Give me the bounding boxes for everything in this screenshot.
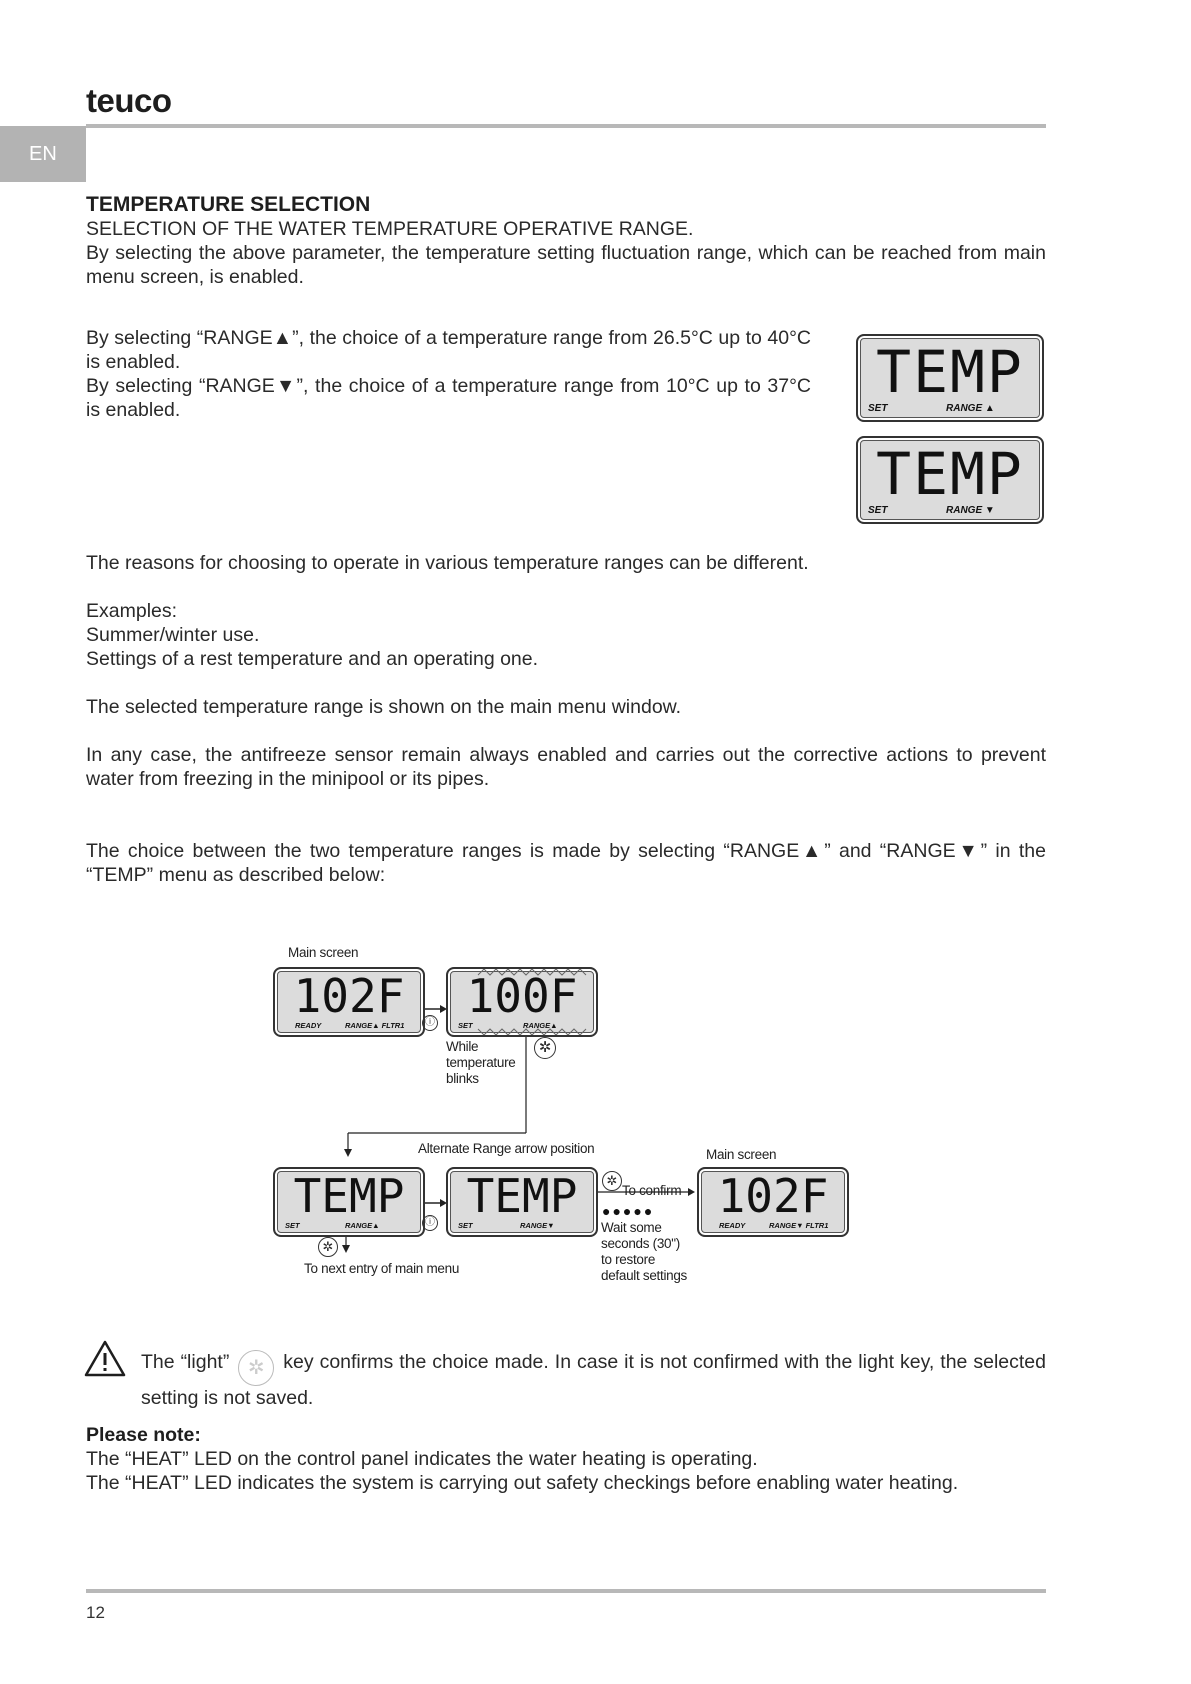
display-set-label: SET: [458, 1021, 473, 1030]
display-main-text: 102F: [717, 1169, 829, 1223]
range-up-text: By selecting “RANGE▲”, the choice of a temperature range from 26.5°C up to 40°C is enabled.: [86, 327, 811, 373]
temperature-key-icon: ⓘ: [422, 1215, 438, 1231]
antifreeze-text: In any case, the antifreeze sensor remain always enabled and carries out the corrective actions to prevent water from freezing in the minipool or its pipes.: [86, 744, 1046, 790]
brand-logo: teuco: [86, 82, 172, 119]
display-main-text: TEMP: [876, 338, 1024, 406]
section-title: TEMPERATURE SELECTION: [86, 193, 371, 216]
reasons-text: The reasons for choosing to operate in various temperature ranges can be different.: [86, 552, 809, 574]
display-range-label: RANGE▲: [345, 1221, 380, 1230]
display-range-label: RANGE▼: [520, 1221, 555, 1230]
section-subtitle: SELECTION OF THE WATER TEMPERATURE OPERATIVE RANGE.: [86, 218, 694, 240]
light-key-icon: ✲: [534, 1037, 556, 1059]
wait-text: Wait some seconds (30") to restore default settings: [601, 1220, 688, 1283]
to-confirm-text: To confirm: [622, 1183, 682, 1198]
temperature-key-icon: ⓘ: [422, 1015, 438, 1031]
temp-range-down-display: [446, 1167, 598, 1237]
main-screen-label: Main screen: [288, 945, 359, 960]
display-range-label: RANGE▲ FLTR1: [345, 1021, 405, 1030]
temp-range-up-display: [856, 334, 1044, 422]
note-line: The “HEAT” LED indicates the system is carrying out safety checkings before enabling water heating.: [86, 1472, 959, 1494]
page-number: 12: [86, 1603, 105, 1622]
display-main-text: TEMP: [876, 440, 1024, 508]
display-ready-label: READY: [295, 1021, 322, 1030]
range-flow-diagram: [270, 945, 870, 1295]
alternate-range-label: Alternate Range arrow position: [418, 1141, 595, 1156]
main-screen-display: [273, 967, 425, 1037]
display-range-label: RANGE ▲: [946, 403, 995, 414]
display-set-label: SET: [868, 403, 888, 414]
note-block: [86, 1423, 1046, 1495]
main-screen-display: [697, 1167, 849, 1237]
light-key-icon: ✲: [602, 1171, 622, 1191]
blink-burst-icon: [448, 969, 596, 1035]
warning-text-after: key confirms the choice made. In case it is not confirmed with the light key, the selected setting is not saved.: [141, 1351, 1046, 1409]
warning-text: [141, 1350, 1046, 1410]
example-item: Summer/winter use.: [86, 624, 260, 646]
display-range-label: RANGE▲: [523, 1021, 558, 1030]
warning-text-before: The “light”: [141, 1351, 230, 1373]
display-ready-label: READY: [719, 1221, 746, 1230]
display-range-label: RANGE ▼: [946, 505, 995, 516]
display-main-text: TEMP: [293, 1169, 405, 1223]
display-set-label: SET: [868, 505, 888, 516]
choice-text: The choice between the two temperature ranges is made by selecting “RANGE▲” and “RANGE▼” in the “TEMP” menu as described below:: [86, 840, 1046, 886]
examples-label: Examples:: [86, 600, 178, 622]
section-intro: By selecting the above parameter, the temperature setting fluctuation range, which can be reached from main menu screen, is enabled.: [86, 242, 1046, 288]
next-entry-text: To next entry of main menu: [304, 1261, 460, 1276]
display-main-text: TEMP: [466, 1169, 578, 1223]
note-label: Please note:: [86, 1424, 201, 1446]
shown-text: The selected temperature range is shown on the main menu window.: [86, 696, 682, 718]
display-set-label: SET: [285, 1221, 300, 1230]
main-screen-label: Main screen: [706, 1147, 777, 1162]
wait-dots-icon: ●●●●●: [602, 1203, 655, 1219]
section-block: [86, 193, 1046, 289]
display-main-text: 102F: [293, 969, 405, 1023]
range-down-text: By selecting “RANGE▼”, the choice of a temperature range from 10°C up to 37°C is enabled.: [86, 375, 811, 421]
note-line: The “HEAT” LED on the control panel indicates the water heating is operating.: [86, 1448, 758, 1470]
language-tab: EN: [0, 126, 86, 182]
header-rule: [86, 124, 1046, 128]
warning-icon: [84, 1339, 126, 1377]
temp-range-up-display: [273, 1167, 425, 1237]
footer-rule: [86, 1589, 1046, 1593]
display-set-label: SET: [458, 1221, 473, 1230]
light-key-icon: ✲: [238, 1350, 274, 1386]
temp-range-down-display: [856, 436, 1044, 524]
blinking-temperature-display: [446, 967, 598, 1037]
while-blinks-text: While temperature blinks: [446, 1039, 516, 1086]
light-key-icon: ✲: [318, 1237, 338, 1257]
examples-block: [86, 599, 1046, 671]
display-main-text: 100F: [466, 969, 578, 1023]
display-range-label: RANGE▼ FLTR1: [769, 1221, 829, 1230]
example-item: Settings of a rest temperature and an operating one.: [86, 648, 539, 670]
